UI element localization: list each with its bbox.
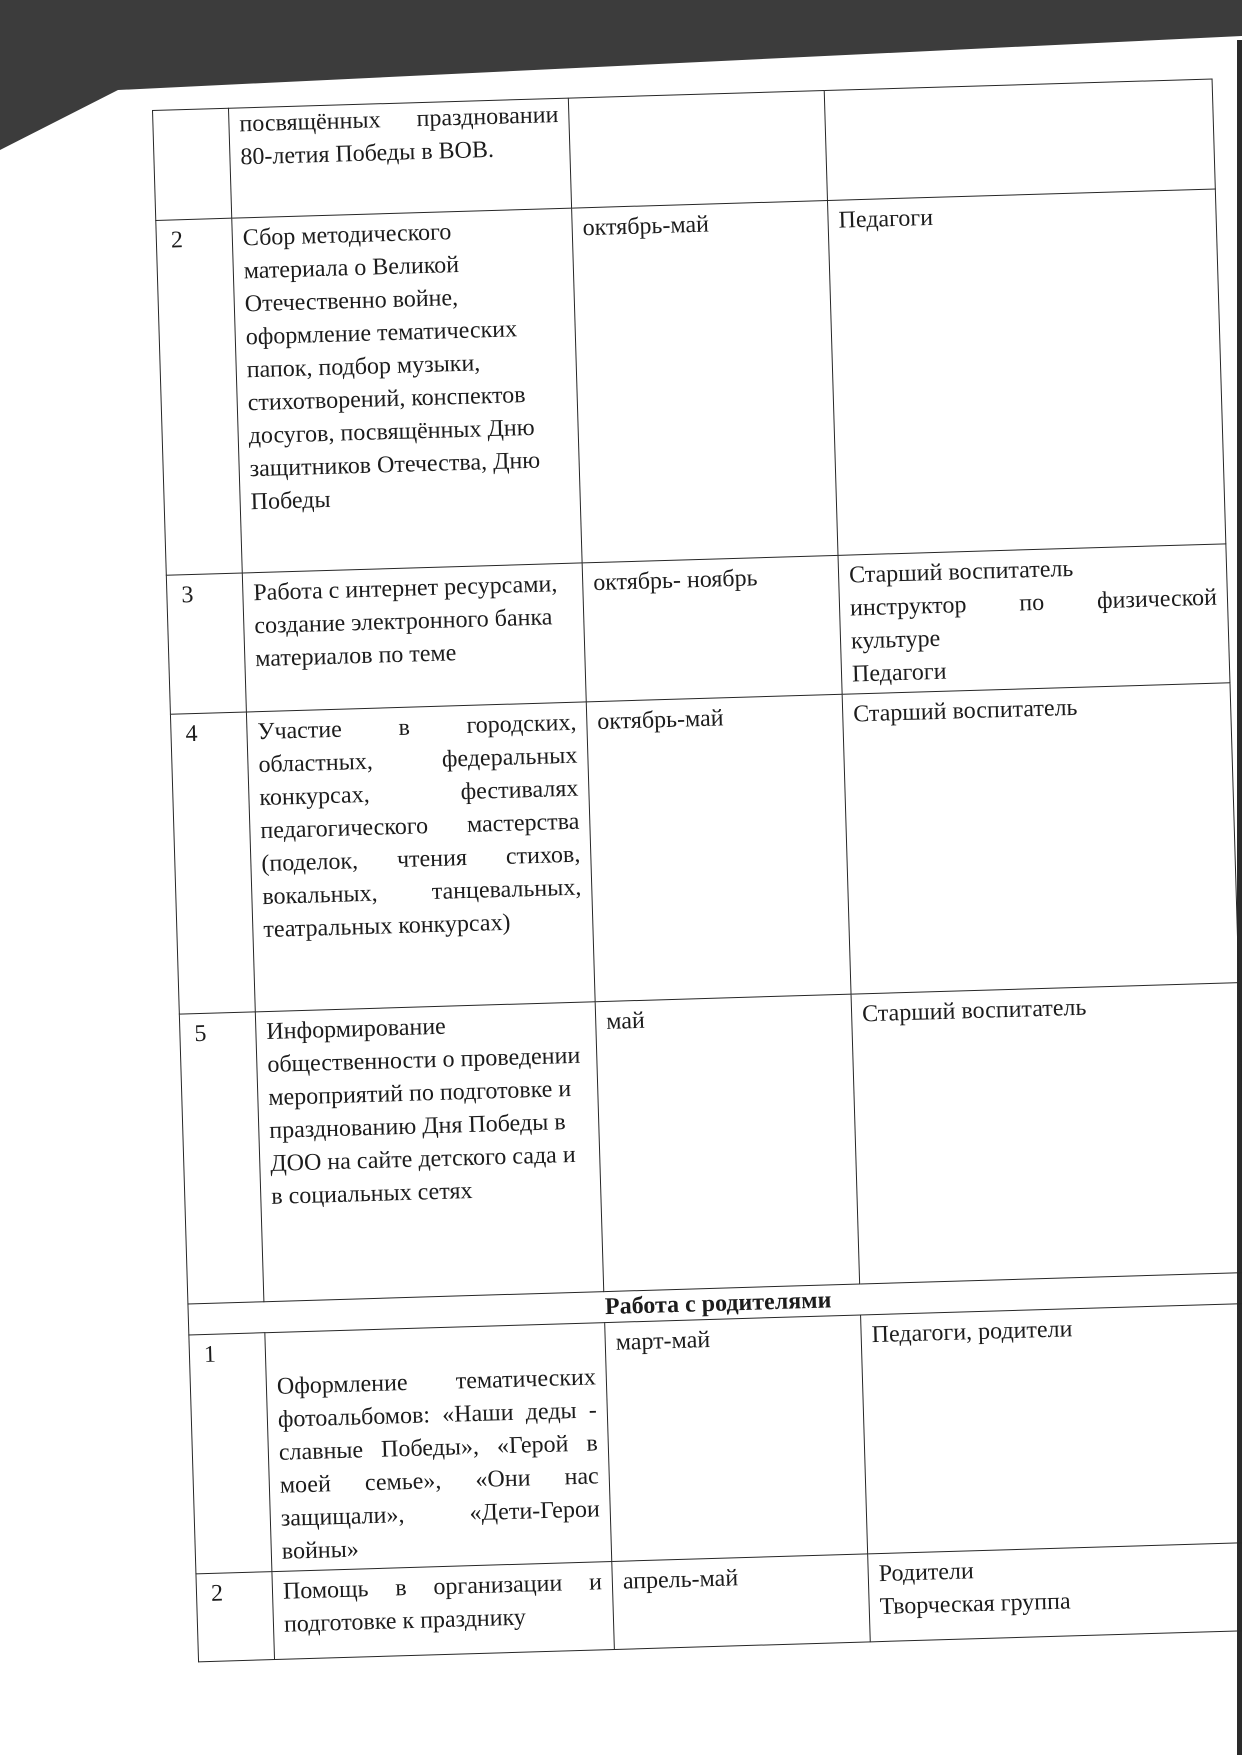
event-description: Помощь в организации и подготовке к празднику xyxy=(272,1561,614,1659)
table-row xyxy=(189,1303,1242,1573)
event-period: апрель-май xyxy=(612,1554,870,1650)
row-number: 2 xyxy=(196,1572,275,1662)
event-responsible: Педагоги, родители xyxy=(861,1303,1242,1553)
plan-table-container xyxy=(152,79,1242,1663)
event-description: Участие в городских, областных, федеральных конкурсах, фестивалях педагогического мастерства (поделок, чтения стихов, вокальных, танцевальных, театральных конкурсах) xyxy=(246,702,595,1012)
row-number: 5 xyxy=(179,1012,264,1304)
plan-table xyxy=(152,79,1242,1663)
row-number: 3 xyxy=(166,573,246,714)
event-responsible: Педагоги xyxy=(827,189,1225,555)
event-responsible: Старший воспитатель xyxy=(851,983,1242,1284)
event-description: посвящённых праздновании 80-летия Победы в ВОВ. xyxy=(228,98,571,218)
event-period: октябрь-май xyxy=(572,201,838,563)
responsible-line: Старший воспитатель xyxy=(848,555,1074,589)
event-responsible xyxy=(838,544,1230,694)
responsible-line: инструктор по физической культуре xyxy=(849,584,1218,655)
event-description: Оформление тематических фотоальбомов: «Наши деды - славные Победы», «Герой в моей семье», «Они нас защищали», «Дети-Герои войны» xyxy=(265,1323,612,1572)
row-number: 4 xyxy=(170,712,255,1014)
event-description: Сбор методического материала о Великой Отечественно войне, оформление тематических папок, подбор музыки, стихотворений, конспектов досугов, посвящённых Дню защитников Отечества, Дню Победы xyxy=(232,208,582,573)
event-period xyxy=(568,91,827,209)
responsible-line: Родители xyxy=(878,1558,975,1588)
responsible-line: Педагоги xyxy=(851,658,947,688)
row-number xyxy=(153,108,232,220)
event-responsible: Старший воспитатель xyxy=(842,683,1239,994)
event-description: Информирование общественности о проведении мероприятий по подготовке и празднованию Дня Победы в ДОО на сайте детского сада и в социальных сетях xyxy=(255,1002,603,1302)
table-row xyxy=(156,189,1226,575)
responsible-line: Творческая группа xyxy=(879,1588,1071,1621)
event-period: октябрь-май xyxy=(586,694,851,1001)
table-row xyxy=(179,983,1242,1304)
event-period: май xyxy=(595,994,859,1291)
event-responsible xyxy=(868,1542,1242,1641)
event-period: октябрь- ноябрь xyxy=(582,555,842,702)
section-title: Работа с родителями xyxy=(188,1273,1242,1335)
row-number: 1 xyxy=(189,1333,272,1574)
event-description: Работа с интернет ресурсами, создание электронного банка материалов по теме xyxy=(242,563,586,712)
table-row xyxy=(170,683,1238,1014)
row-number: 2 xyxy=(156,218,242,575)
event-responsible xyxy=(824,79,1215,200)
event-period: март-май xyxy=(605,1315,868,1561)
